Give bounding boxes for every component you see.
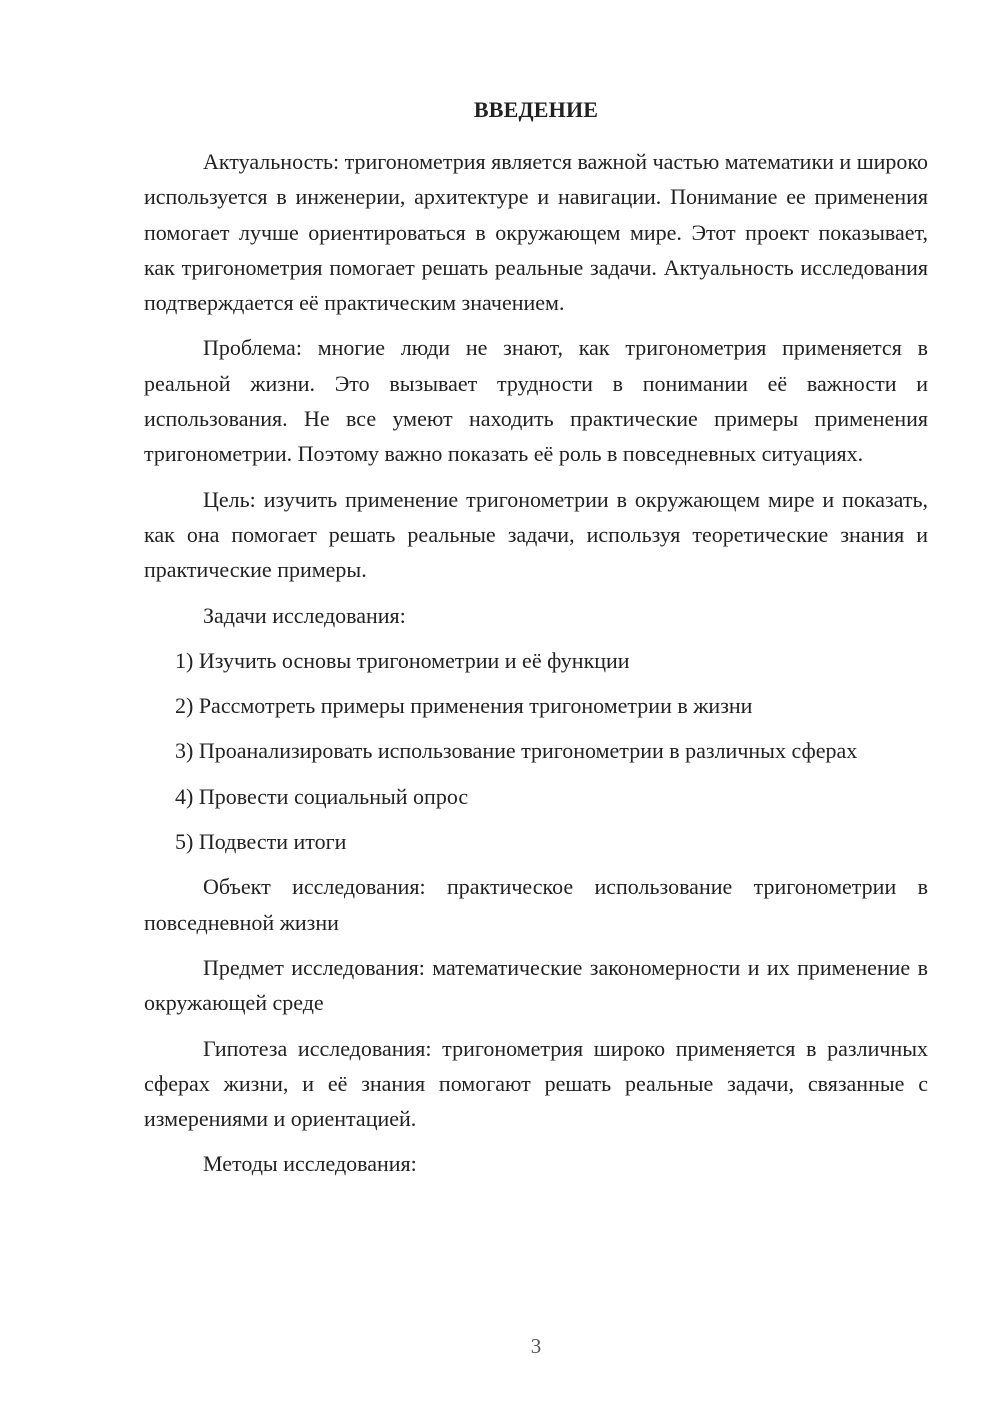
- list-item-task-2: 2) Рассмотреть примеры применения тригонометрии в жизни: [175, 693, 753, 719]
- methods-title: Методы исследования:: [203, 1151, 417, 1177]
- paragraph-hypothesis: Гипотеза исследования: тригонометрия широко применяется в различных сферах жизни, и её знания помогают решать реальные задачи, связанные с измерениями и ориентацией.: [144, 1035, 928, 1132]
- paragraph-object: Объект исследования: практическое использование тригонометрии в повседневной жизни: [144, 874, 928, 935]
- list-item-task-5: 5) Подвести итоги: [175, 829, 347, 855]
- document-page: [144, 96, 928, 1192]
- paragraph-relevance: Актуальность: тригонометрия является важной частью математики и широко используется в инженерии, архитектуре и навигации. Понимание ее применения помогает лучше ориентироваться в окружающем мире. Этот проект показывает, как тригонометрия помогает решать реальные задачи. Актуальность исследования подтверждается её практическим значением.: [144, 149, 928, 316]
- list-item-task-1: 1) Изучить основы тригонометрии и её функции: [175, 647, 630, 673]
- page-title: ВВЕДЕНИЕ: [473, 97, 599, 122]
- list-item-task-3: 3) Проанализировать использование тригонометрии в различных сферах: [175, 738, 858, 764]
- list-item-task-4: 4) Провести социальный опрос: [175, 783, 469, 809]
- page-number: 3: [530, 1334, 542, 1358]
- tasks-title: Задачи исследования:: [203, 602, 406, 628]
- paragraph-subject: Предмет исследования: математические закономерности и их применение в окружающей среде: [144, 954, 928, 1016]
- paragraph-goal: Цель: изучить применение тригонометрии в окружающем мире и показать, как она помогает решать реальные задачи, используя теоретические знания и практические примеры.: [144, 486, 928, 583]
- paragraph-problem: Проблема: многие люди не знают, как тригонометрия применяется в реальной жизни. Это вызывает трудности в понимании её важности и использования. Не все умеют находить практические примеры применения тригонометрии. Поэтому важно показать её роль в повседневных ситуациях.: [144, 335, 928, 467]
